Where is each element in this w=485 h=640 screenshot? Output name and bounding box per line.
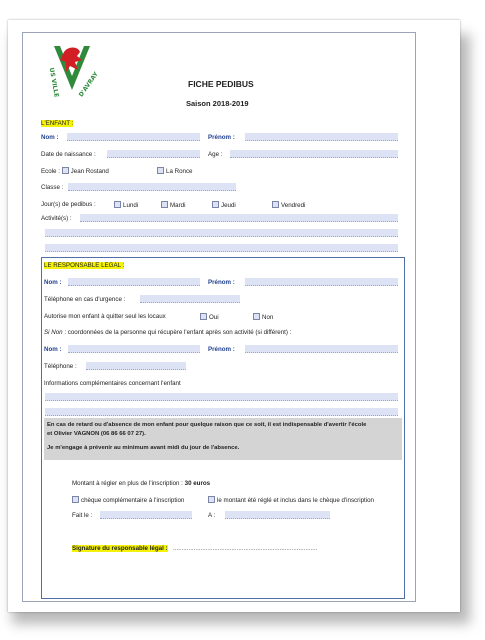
child-activites-field-2[interactable]	[45, 229, 398, 237]
day-lundi-label: Lundi	[123, 202, 139, 209]
parent-infos-field-2[interactable]	[45, 408, 398, 416]
parent-telephone-label: Téléphone :	[44, 363, 77, 370]
fait-le-label: Fait le :	[72, 512, 93, 519]
day-vendredi-label: Vendredi	[281, 202, 306, 209]
child-prenom-label: Prénom :	[208, 134, 235, 141]
child-age-label: Age :	[208, 151, 223, 158]
signature-line[interactable]: ....................................................................................	[173, 545, 318, 552]
parent-infos-label: Informations complémentaires concernant l'enfant	[44, 380, 181, 387]
child-age-field[interactable]	[230, 150, 398, 158]
sinon-italic: Si Non	[44, 329, 63, 336]
notice-line-2: et Olivier VAGNON (06 86 66 07 27).	[47, 431, 146, 437]
day-lundi-option	[114, 201, 138, 209]
child-activites-field-1[interactable]	[80, 214, 398, 222]
payment-opt1-label: chèque complémentaire à l'inscription	[81, 497, 185, 504]
svg-text:US VILLE: US VILLE	[47, 67, 60, 98]
child-jours-label: Jour(s) de pedibus :	[41, 201, 96, 208]
school-la-ronce-label: La Ronce	[166, 168, 193, 175]
child-prenom-field[interactable]	[245, 133, 398, 141]
a-label: A :	[208, 512, 216, 519]
school-la-ronce-checkbox[interactable]	[157, 167, 164, 174]
document-page	[8, 20, 460, 612]
child-classe-label: Classe :	[41, 184, 64, 191]
payment-amount: 30 euros	[184, 480, 211, 487]
autorise-non-checkbox[interactable]	[253, 313, 260, 320]
child-ecole-label	[41, 167, 109, 175]
season-label: Saison 2018-2019	[186, 99, 249, 108]
parent-prenom2-field[interactable]	[245, 345, 398, 353]
payment-label-text: Montant à régler en plus de l'inscription :	[72, 480, 183, 487]
day-mardi-checkbox[interactable]	[161, 201, 168, 208]
child-classe-field[interactable]	[68, 183, 236, 191]
parent-infos-field-1[interactable]	[45, 393, 398, 401]
autorise-non-option	[253, 313, 273, 321]
payment-opt2-option	[208, 496, 374, 504]
autorise-non-label: Non	[262, 314, 274, 321]
day-vendredi-checkbox[interactable]	[272, 201, 279, 208]
autorise-oui-label: Oui	[209, 314, 219, 321]
day-mardi-label: Mardi	[170, 202, 186, 209]
child-dob-field[interactable]	[107, 150, 200, 158]
parent-nom-field[interactable]	[68, 278, 200, 286]
sinon-rest: : coordonnées de la personne qui récupère l'enfant après son activité (si différent) :	[64, 329, 292, 336]
document-title: FICHE PEDIBUS	[188, 79, 254, 89]
section-child-label: L'ENFANT :	[41, 120, 74, 127]
ecole-label-text: Ecole :	[41, 168, 60, 175]
payment-opt1-checkbox[interactable]	[72, 496, 79, 503]
payment-opt2-checkbox[interactable]	[208, 496, 215, 503]
parent-sinon-text	[44, 329, 291, 336]
parent-nom-label: Nom :	[44, 279, 62, 286]
parent-nom2-field[interactable]	[68, 345, 200, 353]
autorise-oui-checkbox[interactable]	[200, 313, 207, 320]
notice-line-3: Je m'engage à prévenir au minimum avant midi du jour de l'absence.	[47, 445, 240, 451]
parent-prenom-label: Prénom :	[208, 279, 235, 286]
autorise-oui-option	[200, 313, 219, 321]
payment-opt2-label: le montant été réglé et inclus dans le chèque d'inscription	[217, 497, 374, 504]
child-activites-label: Activité(s) :	[41, 215, 72, 222]
parent-autorise-label: Autorise mon enfant à quitter seul les locaux	[44, 313, 166, 320]
day-lundi-checkbox[interactable]	[114, 201, 121, 208]
school-jean-rostand-checkbox[interactable]	[62, 167, 69, 174]
parent-nom2-label: Nom :	[44, 346, 62, 353]
child-nom-label: Nom :	[41, 134, 59, 141]
parent-telephone-field[interactable]	[86, 362, 186, 370]
section-parent-label: LE RESPONSABLE LEGAL :	[44, 262, 125, 269]
day-jeudi-option	[212, 201, 236, 209]
parent-urgence-label: Téléphone en cas d'urgence :	[44, 296, 126, 303]
payment-label	[72, 480, 210, 487]
parent-urgence-field[interactable]	[140, 295, 240, 303]
parent-prenom2-label: Prénom :	[208, 346, 235, 353]
fait-le-field[interactable]	[100, 511, 192, 519]
day-jeudi-checkbox[interactable]	[212, 201, 219, 208]
notice-line-1: En cas de retard ou d'absence de mon enfant pour quelque raison que ce soit, il est indispensable d'avertir l'école	[47, 422, 367, 428]
parent-prenom-field[interactable]	[245, 278, 398, 286]
svg-text:D'AVRAY: D'AVRAY	[77, 70, 100, 99]
day-vendredi-option	[272, 201, 305, 209]
club-logo	[44, 40, 100, 108]
school-jean-rostand-label: Jean Rostand	[70, 168, 109, 175]
child-nom-field[interactable]	[67, 133, 200, 141]
child-activites-field-3[interactable]	[45, 244, 398, 252]
child-dob-label: Date de naissance :	[41, 151, 96, 158]
payment-opt1-option	[72, 496, 184, 504]
signature-label: Signature du responsable légal :	[72, 545, 168, 552]
day-mardi-option	[161, 201, 185, 209]
school-la-ronce-option	[157, 167, 193, 175]
day-jeudi-label: Jeudi	[221, 202, 236, 209]
a-field[interactable]	[225, 511, 330, 519]
